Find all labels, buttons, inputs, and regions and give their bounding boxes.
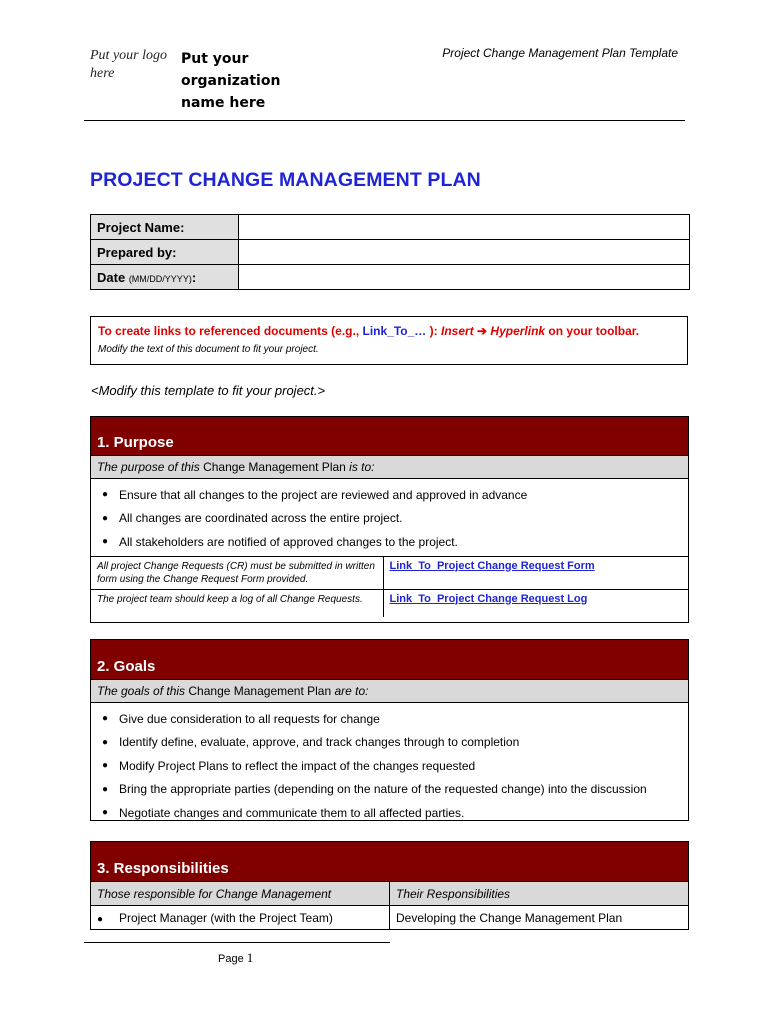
instruction-note-box: [90, 316, 688, 365]
goals-bullet-text: Negotiate changes and communicate them to all affected parties.: [119, 805, 465, 820]
responsibilities-section: [90, 841, 689, 930]
purpose-subheader: [91, 456, 688, 479]
goals-heading: 2. Goals: [91, 640, 688, 680]
responsibility-cell: Developing the Change Management Plan: [396, 910, 623, 925]
goals-bullet-list: [91, 703, 688, 827]
date-label-text: Date: [97, 269, 126, 285]
responsible-party-text: Project Manager (with the Project Team): [119, 910, 333, 925]
organization-name: Put your organization name here: [181, 51, 281, 111]
goals-bullet-text: Give due consideration to all requests for change: [119, 711, 380, 726]
change-request-form-link[interactable]: Link_To_Project Change Request Form: [383, 556, 688, 589]
purpose-sub-prefix: The purpose of this: [97, 460, 204, 474]
prepared-by-field[interactable]: [239, 240, 690, 265]
list-item: [91, 530, 688, 554]
date-label: [91, 265, 239, 290]
purpose-links-table: [91, 556, 688, 618]
date-format-hint: (MM/DD/YYYY): [128, 273, 192, 284]
note-text-3: on your toolbar.: [545, 324, 640, 338]
purpose-sub-middle: Change Management Plan: [203, 460, 346, 474]
insert-menu-label: Insert: [440, 324, 474, 338]
responsibilities-column-header: Their Responsibilities: [390, 882, 689, 906]
project-info-table: [90, 214, 690, 290]
table-row: [91, 589, 688, 617]
purpose-sub-suffix: is to:: [345, 460, 375, 474]
prepared-by-label: Prepared by:: [91, 240, 239, 265]
table-row: [91, 906, 688, 930]
template-modify-note: <Modify this template to fit your project.>: [91, 383, 326, 398]
table-row: [91, 556, 688, 589]
goals-subheader: [91, 680, 688, 703]
project-name-field[interactable]: [239, 215, 690, 240]
note-text-2: ):: [426, 324, 441, 338]
modify-instruction: Modify the text of this document to fit your project.: [98, 344, 319, 355]
purpose-bullet-text: All stakeholders are notified of approved changes to the project.: [119, 534, 458, 549]
goals-sub-suffix: are to:: [331, 684, 369, 698]
bullet-icon: ●: [101, 783, 109, 795]
change-request-log-desc: The project team should keep a log of all Change Requests.: [91, 589, 383, 617]
goals-sub-prefix: The goals of this: [97, 684, 189, 698]
responsible-party-cell: [91, 906, 390, 930]
goals-sub-middle: Change Management Plan: [188, 684, 332, 698]
list-item: [91, 778, 688, 802]
page-title: PROJECT CHANGE MANAGEMENT PLAN: [90, 169, 481, 191]
goals-bullet-text: Identify define, evaluate, approve, and track changes through to completion: [119, 735, 520, 750]
bullet-icon: ●: [101, 536, 109, 548]
bullet-icon: ●: [101, 713, 109, 725]
list-item: [91, 754, 688, 778]
change-request-form-desc: All project Change Requests (CR) must be submitted in written form using the Change Request Form provided.: [91, 556, 383, 589]
link-example: Link_To_…: [362, 324, 427, 338]
page-number-value: 1: [246, 950, 254, 965]
page-number: [218, 950, 253, 966]
bullet-icon: ●: [101, 760, 109, 772]
goals-bullet-text: Bring the appropriate parties (depending on the nature of the requested change) into the discussion: [119, 782, 647, 797]
change-request-log-link[interactable]: Link_To_Project Change Request Log: [383, 589, 688, 617]
purpose-bullet-text: Ensure that all changes to the project are reviewed and approved in advance: [119, 487, 528, 502]
bullet-icon: ●: [101, 807, 109, 819]
document-header-title: Project Change Management Plan Template: [442, 46, 678, 60]
list-item: [91, 483, 688, 507]
arrow-icon: ➔: [473, 324, 491, 338]
bullet-icon: ●: [101, 489, 109, 501]
purpose-bullet-text: All changes are coordinated across the entire project.: [119, 511, 403, 526]
list-item: [91, 731, 688, 755]
link-instruction: [98, 324, 680, 338]
goals-bullet-text: Modify Project Plans to reflect the impact of the changes requested: [119, 758, 476, 773]
list-item: [91, 707, 688, 731]
list-item: [91, 801, 688, 825]
responsible-column-header: Those responsible for Change Management: [91, 882, 390, 906]
logo-placeholder: Put your logo here: [90, 48, 167, 81]
purpose-bullet-list: [91, 479, 688, 556]
bullet-icon: ●: [97, 913, 104, 925]
page-label: Page: [218, 953, 247, 965]
responsibilities-table: [91, 882, 688, 929]
bullet-icon: ●: [101, 512, 109, 524]
bullet-icon: ●: [101, 736, 109, 748]
project-name-label: Project Name:: [91, 215, 239, 240]
purpose-heading: 1. Purpose: [91, 417, 688, 456]
date-label-colon: :: [191, 269, 197, 285]
list-item: [91, 507, 688, 531]
table-header-row: [91, 882, 688, 906]
purpose-section: [90, 416, 689, 623]
hyperlink-menu-label: Hyperlink: [490, 324, 546, 338]
date-field[interactable]: [239, 265, 690, 290]
footer-divider: [84, 942, 390, 943]
header-divider: [84, 120, 685, 121]
responsibilities-heading: 3. Responsibilities: [91, 842, 688, 882]
note-text-1: To create links to referenced documents (e.g.,: [98, 324, 363, 338]
goals-section: [90, 639, 689, 821]
